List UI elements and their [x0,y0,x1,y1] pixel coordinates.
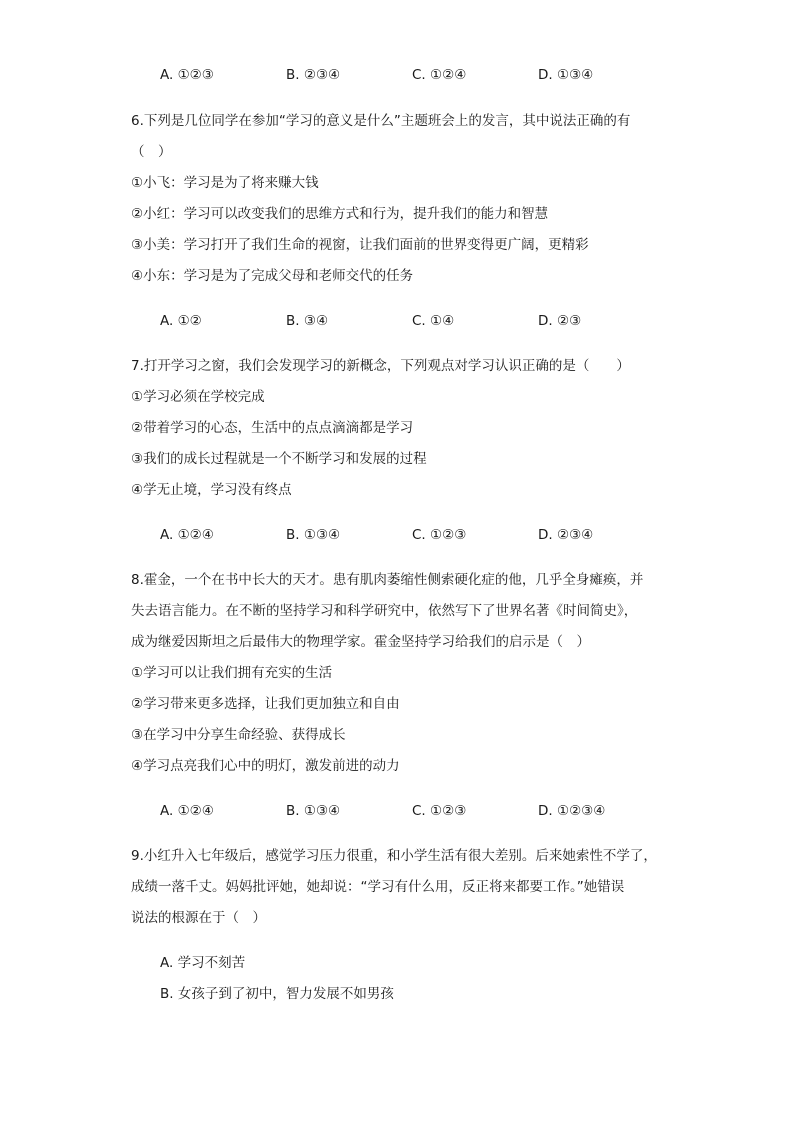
q8-stem-line-3: 成为继爱因斯坦之后最伟大的物理学家。霍金坚持学习给我们的启示是（ ） [131,634,590,650]
q9-stem-line-3: 说法的根源在于（ ） [131,910,266,926]
q6-options [160,311,720,331]
q6-stem-line-1: 6.下列是几位同学在参加“学习的意义是什么”主题班会上的发言，其中说法正确的有 [131,113,631,129]
q6-item-4: ④小东：学习是为了完成父母和老师交代的任务 [131,268,414,284]
q5-option-d[interactable]: D. ①③④ [538,67,594,83]
q8-option-d[interactable]: D. ①②③④ [538,803,606,819]
q6-option-c[interactable]: C. ①④ [412,313,455,329]
q6-stem-line-2: （ ） [131,144,172,160]
q7-item-3: ③我们的成长过程就是一个不断学习和发展的过程 [131,451,427,467]
q8-item-1: ①学习可以让我们拥有充实的生活 [131,665,333,681]
q7-option-d[interactable]: D. ②③④ [538,527,594,543]
q7-stem: 7.打开学习之窗，我们会发现学习的新概念，下列观点对学习认识正确的是（ ） [131,358,630,374]
q7-item-4: ④学无止境，学习没有终点 [131,482,292,498]
q8-option-c[interactable]: C. ①②③ [412,803,467,819]
q6-option-a[interactable]: A. ①② [160,313,202,329]
q6-item-1: ①小飞：学习是为了将来赚大钱 [131,175,319,191]
q8-stem-line-1: 8.霍金，一个在书中长大的天才。患有肌肉萎缩性侧索硬化症的他，几乎全身瘫痪，并 [131,572,644,588]
q8-item-2: ②学习带来更多选择，让我们更加独立和自由 [131,696,400,712]
q5-option-a[interactable]: A. ①②③ [160,67,214,83]
q6-option-b[interactable]: B. ③④ [286,313,329,329]
q8-options [160,801,720,821]
q9-stem-line-2: 成绩一落千丈。妈妈批评她，她却说：“学习有什么用，反正将来都要工作。”她错误 [131,879,625,895]
q8-option-b[interactable]: B. ①③④ [286,803,341,819]
q6-option-d[interactable]: D. ②③ [538,313,582,329]
q7-options [160,525,720,545]
q5-option-c[interactable]: C. ①②④ [412,67,467,83]
q9-option-b[interactable]: B. 女孩子到了初中，智力发展不如男孩 [160,986,394,1002]
q8-stem-line-2: 失去语言能力。在不断的坚持学习和科学研究中，依然写下了世界名著《时间简史》， [131,603,638,619]
q9-option-a[interactable]: A. 学习不刻苦 [160,955,246,971]
q8-item-3: ③在学习中分享生命经验、获得成长 [131,727,346,743]
q7-item-1: ①学习必须在学校完成 [131,389,265,405]
q7-option-a[interactable]: A. ①②④ [160,527,214,543]
q7-item-2: ②带着学习的心态，生活中的点点滴滴都是学习 [131,420,414,436]
q5-options [160,65,720,85]
q7-option-b[interactable]: B. ①③④ [286,527,341,543]
q5-option-b[interactable]: B. ②③④ [286,67,341,83]
q9-stem-line-1: 9.小红升入七年级后，感觉学习压力很重，和小学生活有很大差别。后来她索性不学了， [131,848,657,864]
q8-option-a[interactable]: A. ①②④ [160,803,214,819]
q8-item-4: ④学习点亮我们心中的明灯，激发前进的动力 [131,758,400,774]
q6-item-3: ③小美：学习打开了我们生命的视窗，让我们面前的世界变得更广阔，更精彩 [131,237,589,253]
q7-option-c[interactable]: C. ①②③ [412,527,467,543]
q6-item-2: ②小红：学习可以改变我们的思维方式和行为，提升我们的能力和智慧 [131,206,549,222]
